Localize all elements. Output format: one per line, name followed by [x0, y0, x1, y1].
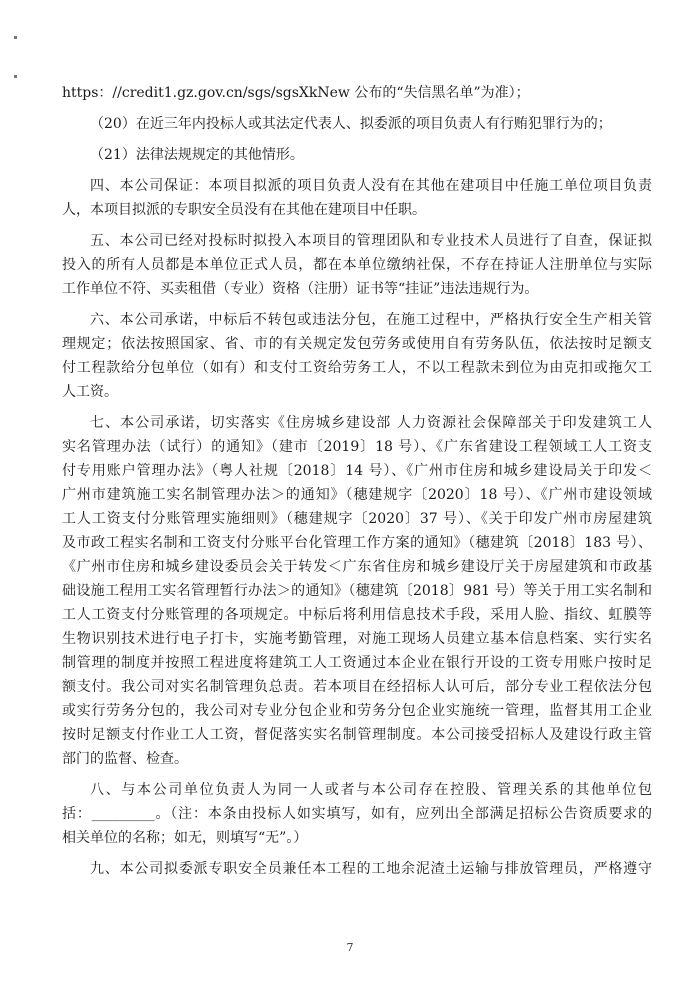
- text-line: https：//credit1.gz.gov.cn/sgs/sgsXkNew 公布的“失信黑名单”为准）；: [62, 85, 530, 101]
- paragraph-gap: [62, 105, 652, 112]
- paragraph: [62, 143, 652, 167]
- text-line: 及市政工程实名制和工资支付分账平台化管理工作方案的通知》（穗建筑〔2018〕183 号）、: [62, 535, 652, 551]
- paragraph-gap: [62, 850, 652, 857]
- text-line: 人，本项目拟派的专职安全员没有在其他在建项目中任职。: [62, 202, 426, 218]
- scan-speck: [14, 36, 17, 39]
- text-line: 工人工资支付分账管理的各项规定。中标后将利用信息技术手段，采用人脸、指纹、虹膜等: [62, 607, 652, 623]
- text-line: 付专用账户管理办法》（粤人社规〔2018〕14 号）、《广州市住房和城乡建设局关于印发＜: [62, 463, 652, 479]
- text-line: （21）法律法规规定的其他情形。: [90, 147, 304, 163]
- text-line: 九、本公司拟委派专职安全员兼任本工程的工地余泥渣土运输与排放管理员，严格遵守: [90, 861, 652, 877]
- text-line: 六、本公司承诺，中标后不转包或违法分包，在施工过程中，严格执行安全生产相关管: [90, 312, 652, 328]
- text-line: 按时足额支付作业工人工资，督促落实实名制管理制度。本公司接受招标人及建设行政主管: [62, 727, 652, 743]
- text-line: 部门的监督、检查。: [62, 751, 188, 767]
- paragraph: [62, 411, 652, 771]
- paragraph: [62, 81, 652, 105]
- paragraph-gap: [62, 301, 652, 308]
- text-line: 四、本公司保证：本项目拟派的项目负责人没有在其他在建项目中任施工单位项目负责: [90, 178, 652, 194]
- paragraph: [62, 112, 652, 136]
- text-line: 生物识别技术进行电子打卡，实施考勤管理，对施工现场人员建立基本信息档案、实行实名: [62, 631, 652, 647]
- text-line: 或实行劳务分包的，我公司对专业分包企业和劳务分包企业实施统一管理，监督其用工企业: [62, 703, 652, 719]
- text-line: 实名管理办法（试行）的通知》（建市〔2019〕18 号）、《广东省建设工程领域工人工资支: [62, 439, 652, 455]
- text-line: 投入的所有人员都是本单位正式人员，都在本单位缴纳社保，不存在持证人注册单位与实际: [62, 257, 652, 273]
- text-line: 工作单位不符、买卖租借（专业）资格（注册）证书等“挂证”违法违规行为。: [62, 281, 539, 297]
- paragraph: [62, 229, 652, 301]
- text-line: 工人工资支付分账管理实施细则》（穗建规字〔2020〕37 号）、《关于印发广州市房屋建筑: [62, 511, 652, 527]
- text-line: 人工资。: [62, 384, 118, 400]
- paragraph-gap: [62, 404, 652, 411]
- paragraph: [62, 857, 652, 881]
- text-line: 础设施工程用工实名管理暂行办法＞的通知》（穗建筑〔2018〕981 号）等关于用工实名制和: [62, 583, 652, 599]
- paragraph: [62, 308, 652, 404]
- text-line: 额支付。我公司对实名制管理负总责。若本项目在经招标人认可后，部分专业工程依法分包: [62, 679, 652, 695]
- text-line: 八、与本公司单位负责人为同一人或者与本公司存在控股、管理关系的其他单位包: [90, 782, 652, 798]
- text-line: 七、本公司承诺，切实落实《住房城乡建设部 人力资源社会保障部关于印发建筑工人: [90, 415, 652, 431]
- scan-speck: [14, 75, 17, 78]
- text-line: 相关单位的名称；如无，则填写“无”。）: [62, 830, 308, 846]
- body-text: [62, 81, 652, 881]
- text-line: 理规定；依法按照国家、省、市的有关规定发包劳务或使用自有劳务队伍，依法按时足额支: [62, 336, 652, 352]
- paragraph: [62, 778, 652, 850]
- paragraph: [62, 174, 652, 222]
- paragraph-gap: [62, 167, 652, 174]
- text-line: 括：_________。（注：本条由投标人如实填写，如有，应列出全部满足招标公告资质要求的: [62, 806, 652, 822]
- page-number: 7: [346, 941, 354, 954]
- paragraph-gap: [62, 222, 652, 229]
- text-line: 五、本公司已经对投标时拟投入本项目的管理团队和专业技术人员进行了自查，保证拟: [90, 233, 652, 249]
- text-line: 付工程款给分包单位（如有）和支付工资给劳务工人，不以工程款未到位为由克扣或拖欠工: [62, 360, 652, 376]
- text-line: （20）在近三年内投标人或其法定代表人、拟委派的项目负责人有行贿犯罪行为的；: [90, 116, 612, 132]
- text-line: 制管理的制度并按照工程进度将建筑工人工资通过本企业在银行开设的工资专用账户按时足: [62, 655, 652, 671]
- text-line: 广州市建筑施工实名制管理办法＞的通知》（穗建规字〔2020〕18 号）、《广州市建设领域: [62, 487, 652, 503]
- paragraph-gap: [62, 771, 652, 778]
- text-line: 《广州市住房和城乡建设委员会关于转发＜广东省住房和城乡建设厅关于房屋建筑和市政基: [62, 559, 652, 575]
- paragraph-gap: [62, 136, 652, 143]
